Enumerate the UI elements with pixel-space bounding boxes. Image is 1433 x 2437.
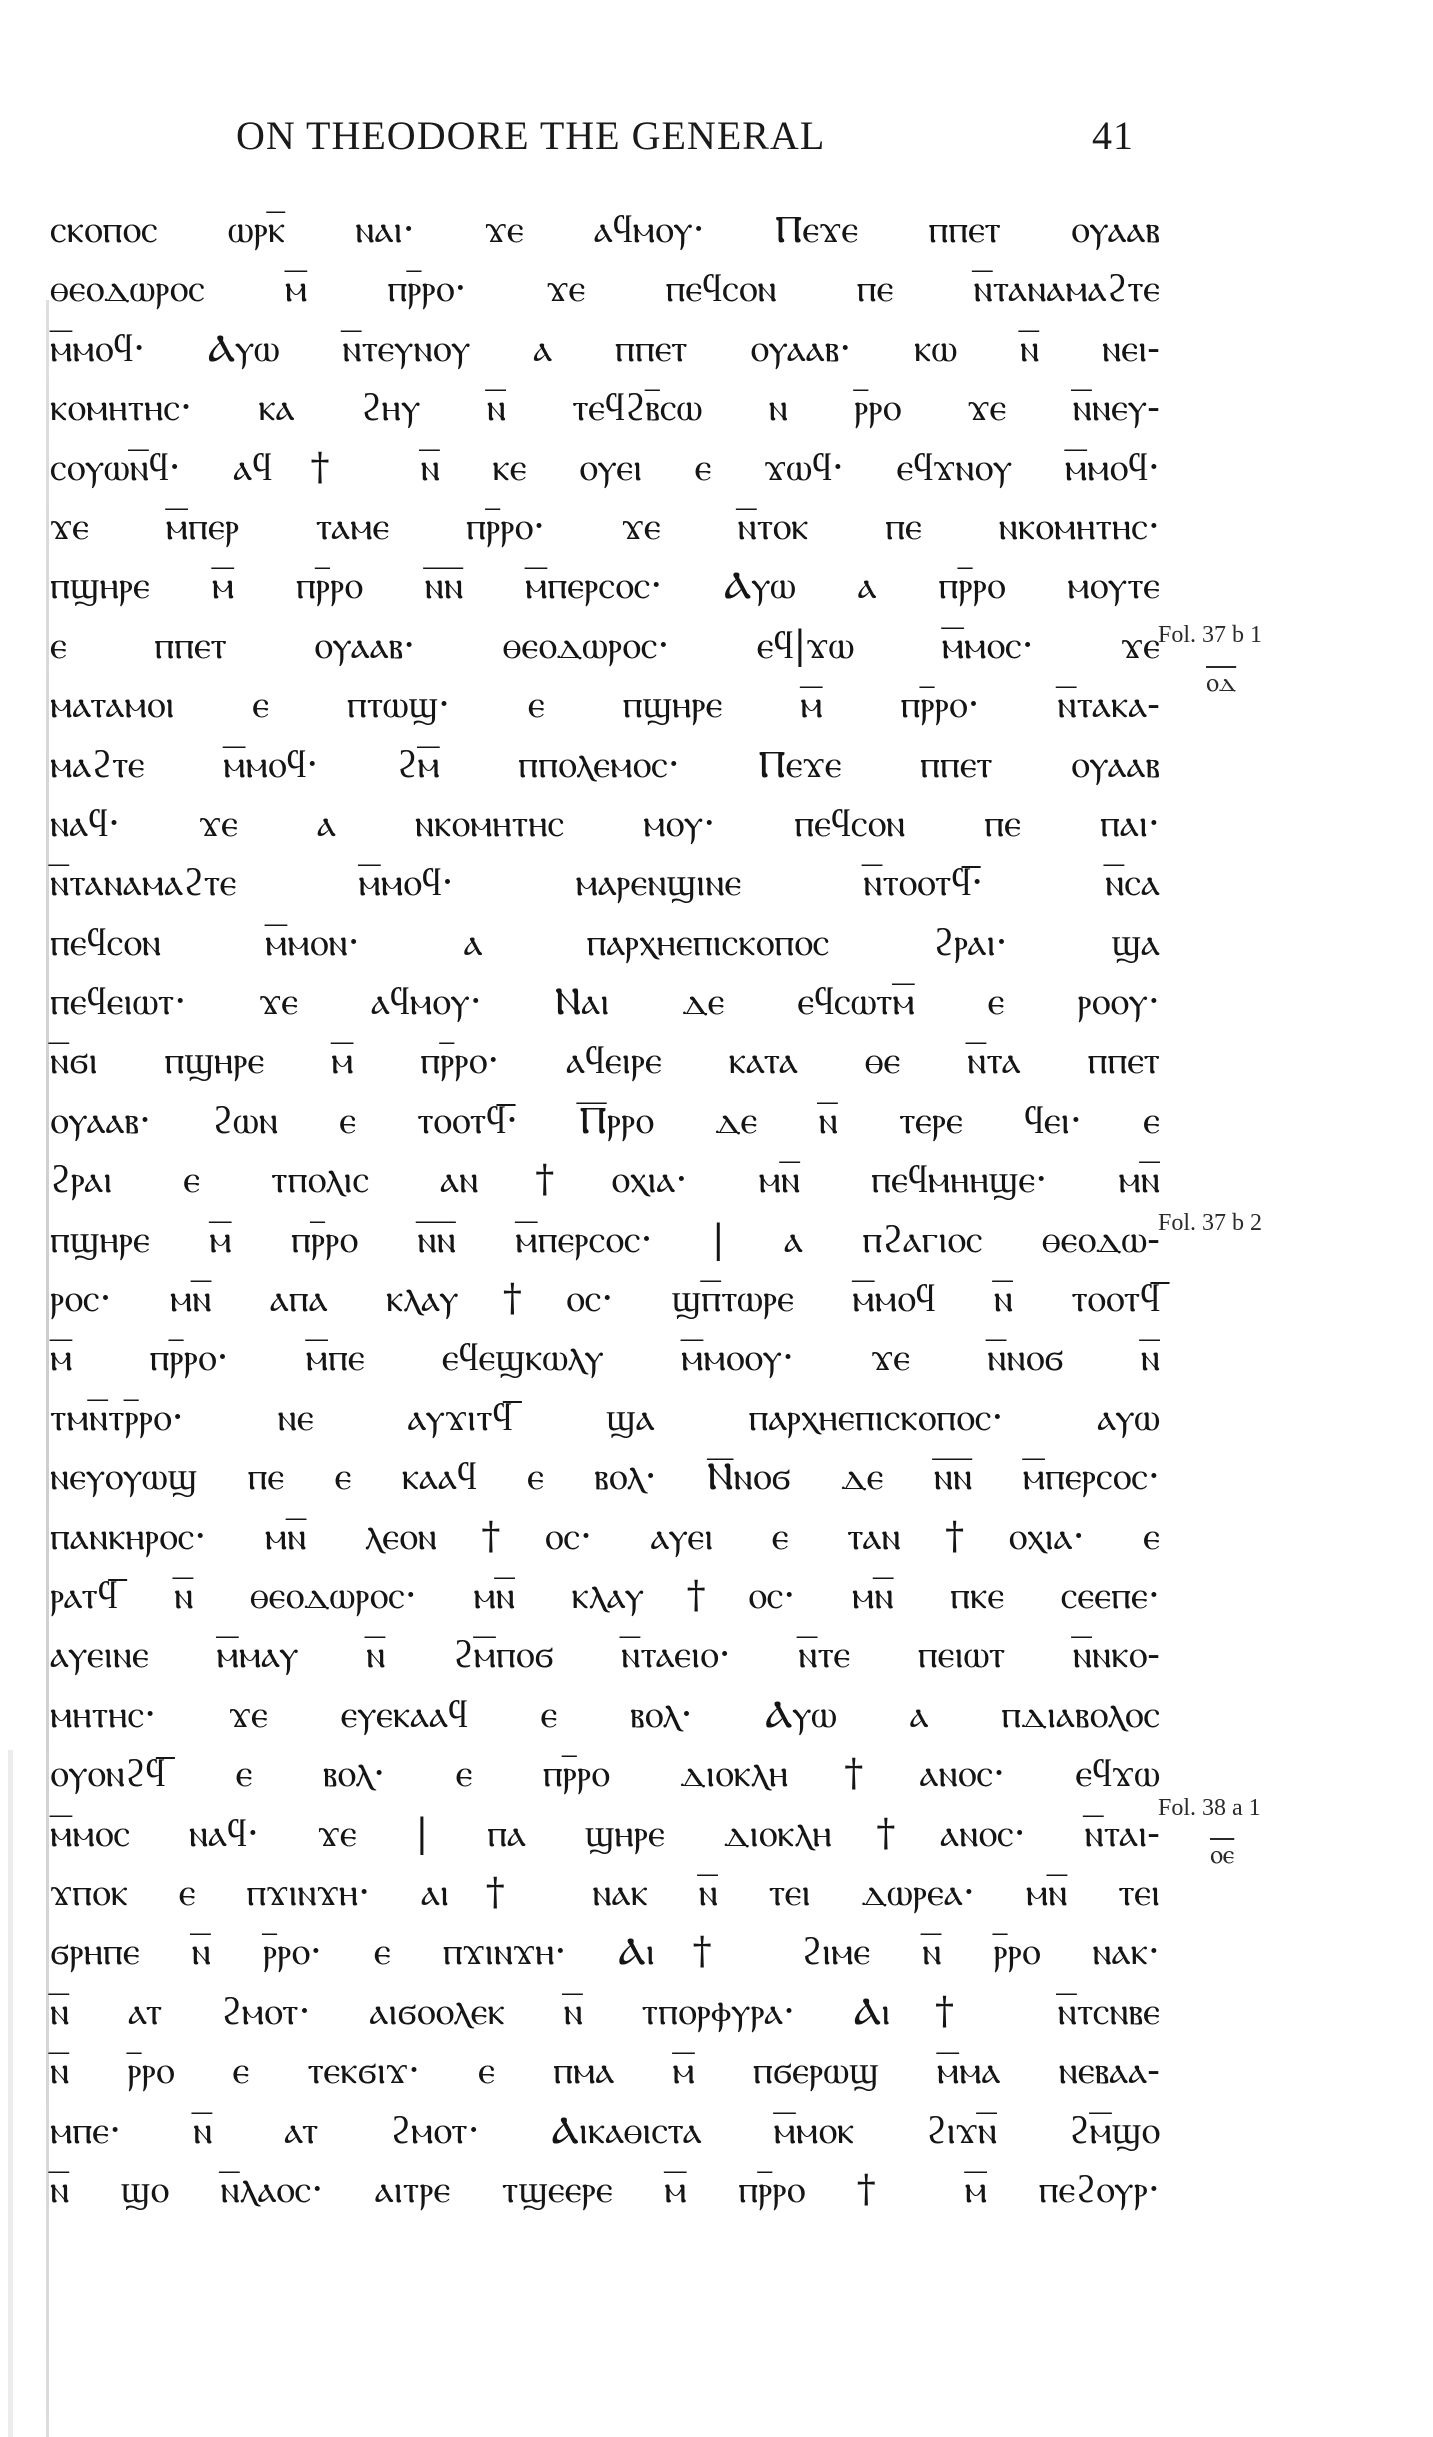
text-line: ⲡϣⲏⲣⲉ ⲙ̅ ⲡⲣ̅ⲣⲟ ⲛ̅ⲛ̅ ⲙ̅ⲡⲉⲣⲥⲟⲥ· | ⲁ ⲡϩⲁⲅⲓⲟⲥ ⲑⲉⲟⲇⲱ- xyxy=(50,1216,1160,1261)
page-header xyxy=(0,112,1433,168)
text-line: ⲧⲙⲛ̅ⲧⲣ̅ⲣⲟ· ⲛⲉ ⲁⲩϫⲓⲧϥ̅ ϣⲁ ⲡⲁⲣⲭⲏⲉⲡⲓⲥⲕⲟⲡⲟⲥ· ⲁⲩⲱ xyxy=(50,1394,1160,1439)
text-line: ⲙⲁⲧⲁⲙⲟⲓ ⲉ ⲡⲧⲱϣ· ⲉ ⲡϣⲏⲣⲉ ⲙ̅ ⲡⲣ̅ⲣⲟ· ⲛ̅ⲧⲁⲕⲁ- xyxy=(50,682,1160,727)
text-line: ⲥⲕⲟⲡⲟⲥ ⲱⲣⲕ̅ ⲛⲁⲓ· ϫⲉ ⲁϥⲙⲟⲩ· Ⲡⲉϫⲉ ⲡⲡⲉⲧ ⲟⲩⲁⲁⲃ xyxy=(50,207,1160,251)
text-line: ϭⲣⲏⲡⲉ ⲛ̅ ⲣ̅ⲣⲟ· ⲉ ⲡϫⲓⲛϫⲏ· Ⲁⲓ† ϩⲓⲙⲉ ⲛ̅ ⲣ̅ⲣⲟ ⲛⲁⲕ· xyxy=(50,1929,1160,1974)
running-title: ON THEODORE THE GENERAL xyxy=(236,113,826,158)
folio-numeral: ⲟⲇ xyxy=(1206,668,1237,698)
text-line: ⲡⲁⲛⲕⲏⲣⲟⲥ· ⲙⲛ̅ ⲗⲉⲟⲛ†ⲟⲥ· ⲁⲩⲉⲓ ⲉ ⲧⲁⲛ†ⲟⲭⲓⲁ· ⲉ xyxy=(50,1513,1160,1558)
text-line: ⲣⲁⲧϥ̅ ⲛ̅ ⲑⲉⲟⲇⲱⲣⲟⲥ· ⲙⲛ̅ ⲕⲗⲁⲩ†ⲟⲥ· ⲙⲛ̅ ⲡⲕⲉ ⲥⲉⲉⲡⲉ· xyxy=(50,1572,1160,1617)
text-line: ⲁⲩⲉⲓⲛⲉ ⲙ̅ⲙⲁⲩ ⲛ̅ ϩⲙ̅ⲡⲟϭ ⲛ̅ⲧⲁⲉⲓⲟ· ⲛ̅ⲧⲉ ⲡⲉⲓⲱⲧ ⲛ̅ⲛⲕⲟ- xyxy=(50,1632,1160,1677)
text-line: ⲛⲁϥ· ϫⲉ ⲁ ⲛⲕⲟⲙⲏⲧⲏⲥ ⲙⲟⲩ· ⲡⲉϥⲥⲟⲛ ⲡⲉ ⲡⲁⲓ· xyxy=(50,800,1160,845)
folio-reference: Fol. 37 b 2 xyxy=(1158,1210,1263,1236)
text-line: ⲕⲟⲙⲏⲧⲏⲥ· ⲕⲁ ϩⲏⲩ ⲛ̅ ⲧⲉϥϩⲃ̅ⲥⲱ ⲛ ⲣ̅ⲣⲟ ϫⲉ ⲛ̅ⲛⲉⲩ- xyxy=(50,385,1160,430)
text-line: ⲡⲉϥⲉⲓⲱⲧ· ϫⲉ ⲁϥⲙⲟⲩ· Ⲛⲁⲓ ⲇⲉ ⲉϥⲥⲱⲧⲙ̅ ⲉ ⲣⲟⲟⲩ· xyxy=(50,979,1160,1024)
binding-shadow xyxy=(46,300,49,2437)
text-line: ⲛ̅ϭⲓ ⲡϣⲏⲣⲉ ⲙ̅ ⲡⲣ̅ⲣⲟ· ⲁϥⲉⲓⲣⲉ ⲕⲁⲧⲁ ⲑⲉ ⲛ̅ⲧⲁ ⲡⲡⲉⲧ xyxy=(50,1038,1160,1083)
text-line: ϫⲉ ⲙ̅ⲡⲉⲣ ⲧⲁⲙⲉ ⲡⲣ̅ⲣⲟ· ϫⲉ ⲛ̅ⲧⲟⲕ ⲡⲉ ⲛⲕⲟⲙⲏⲧⲏⲥ· xyxy=(50,503,1160,548)
text-line: ⲡⲉϥⲥⲟⲛ ⲙ̅ⲙⲟⲛ· ⲁ ⲡⲁⲣⲭⲏⲉⲡⲓⲥⲕⲟⲡⲟⲥ ϩⲣⲁⲓ· ϣⲁ xyxy=(50,919,1160,964)
text-line: ⲛⲉⲩⲟⲩⲱϣ ⲡⲉ ⲉ ⲕⲁⲁϥ ⲉ ⲃⲟⲗ· Ⲛ̅ⲛⲟϭ ⲇⲉ ⲛ̅ⲛ̅ ⲙ̅ⲡⲉⲣⲥⲟⲥ· xyxy=(50,1454,1160,1499)
text-line: ⲙ̅ⲙⲟⲥ ⲛⲁϥ· ϫⲉ | ⲡⲁ ϣⲏⲣⲉ ⲇⲓⲟⲕⲗⲏ†ⲁⲛⲟⲥ· ⲛ̅ⲧⲁⲓ- xyxy=(50,1810,1160,1855)
text-line: ⲣⲟⲥ· ⲙⲛ̅ ⲁⲡⲁ ⲕⲗⲁⲩ†ⲟⲥ· ϣⲡ̅ⲧⲱⲣⲉ ⲙ̅ⲙⲟϥ ⲛ̅ ⲧⲟⲟⲧϥ̅ xyxy=(50,1276,1160,1321)
folio-reference: Fol. 37 b 1 xyxy=(1158,622,1263,648)
folio-numeral: ⲟⲉ xyxy=(1210,1840,1235,1870)
text-line: ⲟⲩⲟⲛϩϥ̅ ⲉ ⲃⲟⲗ· ⲉ ⲡⲣ̅ⲣⲟ ⲇⲓⲟⲕⲗⲏ†ⲁⲛⲟⲥ· ⲉϥϫⲱ xyxy=(50,1751,1160,1796)
text-line: ⲥⲟⲩⲱⲛ̅ϥ· ⲁϥ† ⲛ̅ ⲕⲉ ⲟⲩⲉⲓ ⲉ ϫⲱϥ· ⲉϥϫⲛⲟⲩ ⲙ̅ⲙⲟϥ· xyxy=(50,444,1160,489)
text-line: ⲟⲩⲁⲁⲃ· ϩⲱⲛ ⲉ ⲧⲟⲟⲧϥ̅· Ⲡ̅ⲣⲣⲟ ⲇⲉ ⲛ̅ ⲧⲉⲣⲉ ϥⲉⲓ· ⲉ xyxy=(50,1097,1160,1142)
text-line: ⲉ ⲡⲡⲉⲧ ⲟⲩⲁⲁⲃ· ⲑⲉⲟⲇⲱⲣⲟⲥ· ⲉϥ|ϫⲱ ⲙ̅ⲙⲟⲥ· ϫⲉ xyxy=(50,622,1160,667)
text-line: ⲙⲡⲉ· ⲛ̅ ⲁⲧ ϩⲙⲟⲧ· Ⲁⲓⲕⲁⲑⲓⲥⲧⲁ ⲙ̅ⲙⲟⲕ ϩⲓϫⲛ̅ ϩⲙ̅ϣⲟ xyxy=(50,2107,1160,2152)
page-edge-shadow xyxy=(8,1750,13,2437)
text-line: ϩⲣⲁⲓ ⲉ ⲧⲡⲟⲗⲓⲥ ⲁⲛ†ⲟⲭⲓⲁ· ⲙⲛ̅ ⲡⲉϥⲙⲏⲏϣⲉ· ⲙⲛ̅ xyxy=(50,1157,1160,1202)
text-line: ⲙⲏⲧⲏⲥ· ϫⲉ ⲉⲩⲉⲕⲁⲁϥ ⲉ ⲃⲟⲗ· Ⲁⲩⲱ ⲁ ⲡⲇⲓⲁⲃⲟⲗⲟⲥ xyxy=(50,1691,1160,1736)
text-line: ⲙ̅ ⲡⲣ̅ⲣⲟ· ⲙ̅ⲡⲉ ⲉϥⲉϣⲕⲱⲗⲩ ⲙ̅ⲙⲟⲟⲩ· ϫⲉ ⲛ̅ⲛⲟϭ ⲛ̅ xyxy=(50,1335,1160,1380)
page-number: 41 xyxy=(1092,113,1134,158)
text-line: ⲡϣⲏⲣⲉ ⲙ̅ ⲡⲣ̅ⲣⲟ ⲛ̅ⲛ̅ ⲙ̅ⲡⲉⲣⲥⲟⲥ· Ⲁⲩⲱ ⲁ ⲡⲣ̅ⲣⲟ ⲙⲟⲩⲧⲉ xyxy=(50,563,1160,608)
text-line: ⲛ̅ ⲁⲧ ϩⲙⲟⲧ· ⲁⲓϭⲟⲟⲗⲉⲕ ⲛ̅ ⲧⲡⲟⲣⲫⲩⲣⲁ· Ⲁⲓ† ⲛ̅ⲧⲥⲛⲃⲉ xyxy=(50,1988,1160,2033)
text-line: ⲙ̅ⲙⲟϥ· Ⲁⲩⲱ ⲛ̅ⲧⲉⲩⲛⲟⲩ ⲁ ⲡⲡⲉⲧ ⲟⲩⲁⲁⲃ· ⲕⲱ ⲛ̅ ⲛⲉⲓ- xyxy=(50,325,1160,370)
coptic-text-block xyxy=(50,200,1160,2219)
text-line: ⲛ̅ ⲣ̅ⲣⲟ ⲉ ⲧⲉⲕϭⲓϫ· ⲉ ⲡⲙⲁ ⲙ̅ ⲡϭⲉⲣⲱϣ ⲙ̅ⲙⲁ ⲛⲉⲃⲁⲁ- xyxy=(50,2048,1160,2093)
folio-reference: Fol. 38 a 1 xyxy=(1158,1795,1261,1821)
text-line: ⲛ̅ⲧⲁⲛⲁⲙⲁϩⲧⲉ ⲙ̅ⲙⲟϥ· ⲙⲁⲣⲉⲛϣⲓⲛⲉ ⲛ̅ⲧⲟⲟⲧϥ̅· ⲛ̅ⲥⲁ xyxy=(50,860,1160,905)
text-line: ⲑⲉⲟⲇⲱⲣⲟⲥ ⲙ̅ ⲡⲣ̅ⲣⲟ· ϫⲉ ⲡⲉϥⲥⲟⲛ ⲡⲉ ⲛ̅ⲧⲁⲛⲁⲙⲁϩⲧⲉ xyxy=(50,266,1160,311)
text-line: ⲙⲁϩⲧⲉ ⲙ̅ⲙⲟϥ· ϩⲙ̅ ⲡⲡⲟⲗⲉⲙⲟⲥ· Ⲡⲉϫⲉ ⲡⲡⲉⲧ ⲟⲩⲁⲁⲃ xyxy=(50,741,1160,786)
text-line: ϫⲡⲟⲕ ⲉ ⲡϫⲓⲛϫⲏ· ⲁⲓ† ⲛⲁⲕ ⲛ̅ ⲧⲉⲓ ⲇⲱⲣⲉⲁ· ⲙⲛ̅ ⲧⲉⲓ xyxy=(50,1869,1160,1914)
text-line: ⲛ̅ ϣⲟ ⲛ̅ⲗⲁⲟⲥ· ⲁⲓⲧⲣⲉ ⲧϣⲉⲉⲣⲉ ⲙ̅ ⲡⲣ̅ⲣⲟ † ⲙ̅ ⲡⲉϩⲟⲩⲣ· xyxy=(50,2166,1160,2211)
